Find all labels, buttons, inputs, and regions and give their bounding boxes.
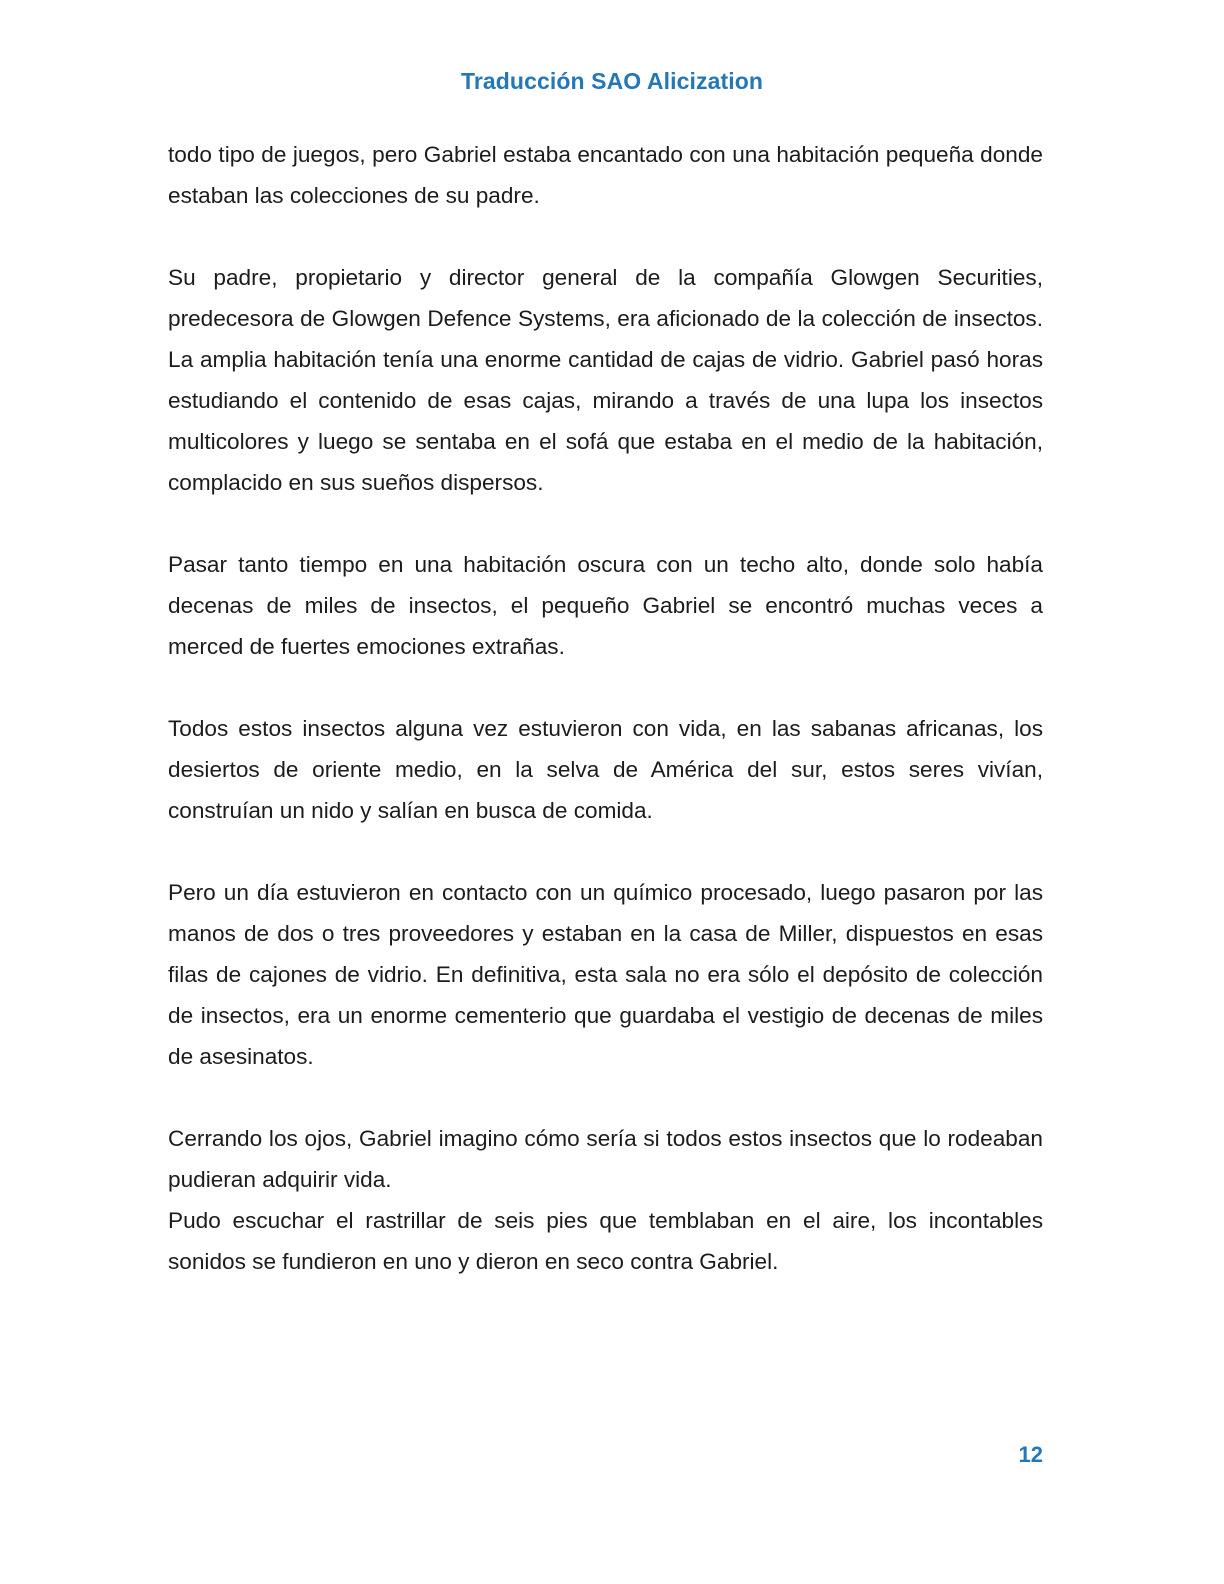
paragraph-3: Pasar tanto tiempo en una habitación oscura con un techo alto, donde solo había decenas de miles de insectos, el pequeño Gabriel se encontró muchas veces a merced de fuertes emociones extrañas.	[168, 552, 1043, 659]
document-body	[168, 134, 1043, 1282]
page-number: 12	[1018, 1442, 1043, 1467]
paragraph-6: Cerrando los ojos, Gabriel imagino cómo sería si todos estos insectos que lo rodeaban pudieran adquirir vida.	[168, 1126, 1043, 1192]
paragraph-5: Pero un día estuvieron en contacto con un químico procesado, luego pasaron por las manos de dos o tres proveedores y estaban en la casa de Miller, dispuestos en esas filas de cajones de vidrio. En definitiva, esta sala no era sólo el depósito de colección de insectos, era un enorme cementerio que guardaba el vestigio de decenas de miles de asesinatos.	[168, 880, 1043, 1069]
paragraph-7: Pudo escuchar el rastrillar de seis pies que temblaban en el aire, los incontables sonidos se fundieron en uno y dieron en seco contra Gabriel.	[168, 1208, 1043, 1274]
paragraph-2: Su padre, propietario y director general de la compañía Glowgen Securities, predecesora de Glowgen Defence Systems, era aficionado de la colección de insectos. La amplia habitación tenía una enorme cantidad de cajas de vidrio. Gabriel pasó horas estudiando el contenido de esas cajas, mirando a través de una lupa los insectos multicolores y luego se sentaba en el sofá que estaba en el medio de la habitación, complacido en sus sueños dispersos.	[168, 265, 1043, 495]
paragraph-1: todo tipo de juegos, pero Gabriel estaba encantado con una habitación pequeña donde estaban las colecciones de su padre.	[168, 142, 1043, 208]
page-header-title: Traducción SAO Alicization	[460, 68, 764, 94]
paragraph-4: Todos estos insectos alguna vez estuvieron con vida, en las sabanas africanas, los desiertos de oriente medio, en la selva de América del sur, estos seres vivían, construían un nido y salían en busca de comida.	[168, 716, 1043, 823]
